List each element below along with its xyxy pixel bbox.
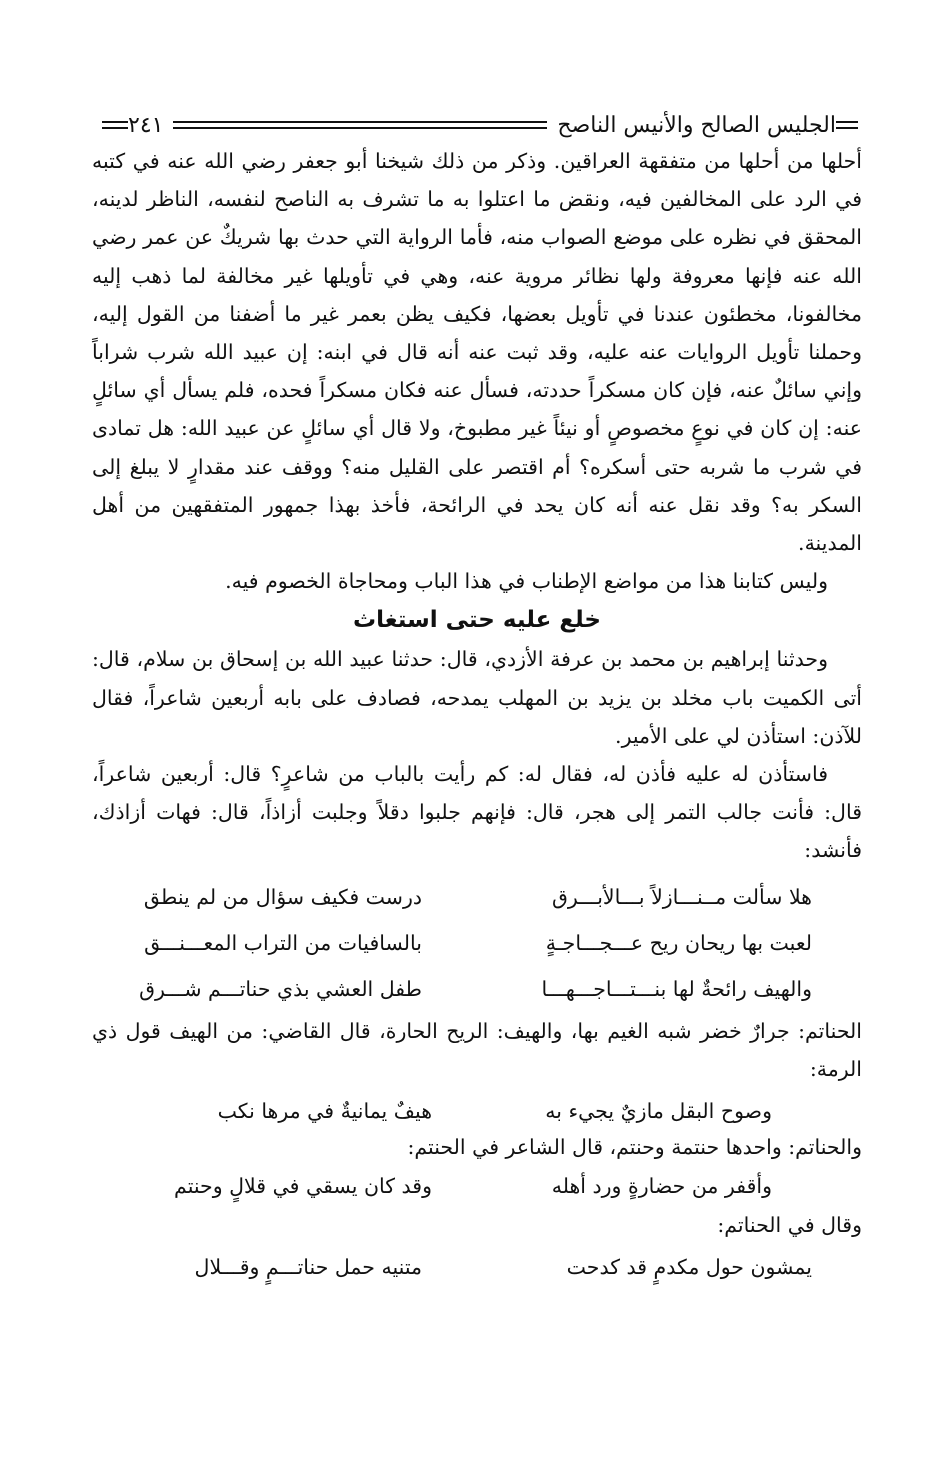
verse-line xyxy=(92,1166,862,1206)
gloss: وقال في الحناتم: xyxy=(717,1213,862,1238)
verse-second-hemistich: بالسافيات من التراب المعـــنـــق xyxy=(144,930,422,955)
paragraph: أحلها من أحلها من متفقهة العراقين. وذكر من ذلك شيخنا أبو جعفر رضي الله عنه في كتبه في الرد على المخالفين فيه، ونقض ما اعتلوا به ما تشرف به الناصح لنفسه، الناظر لدينه، المحقق في نظره على موضع الصواب منه، فأما الرواية التي حدث بها شريكٌ عن عمر رضي الله عنه فإنها معروفة ولها نظائر مروية عنه، وهي في تأويلها غير مخالفة لما ذهب إليه مخالفونا، مخطئون عندنا في تأويل بعضها، فكيف يظن بعمر غير ما أضفنا من القول إليه، وحملنا تأويل الروايات عنه عليه، وقد ثبت عنه أنه قال في ابنه: إن عبيد الله شرب شراباً وإني سائلٌ عنه، فإن كان مسكراً حددته، فسأل عنه فكان مسكراً فحده، فلم يسأل أي سائلٍ عنه: إن كان في نوعٍ مخصوصٍ أو نيئاً غير مطبوخ، ولا قال أي سائلٍ عن عبيد الله: هل تمادى في شرب ما شربه حتى أسكره؟ أم اقتصر على القليل منه؟ ووقف عند مقدارٍ لا يبلغ إلى السكر به؟ وقد نقل عنه أنه كان يحد في الرائحة، فأخذ بهذا جمهور المتفقهين من أهل المدينة. xyxy=(92,149,862,556)
verse-line xyxy=(92,1244,862,1290)
gloss: الحناتم: جرارٌ خضر شبه الغيم بها، والهيف: الريح الحارة، قال القاضي: من الهيف قول ذي الرمة: xyxy=(92,1018,862,1081)
verse-second-hemistich: متنيه حمل حناتـــمٍ وقـــلال xyxy=(194,1255,422,1280)
verse-line xyxy=(92,874,862,920)
verse-first-hemistich: والهيف رائحةٌ لها بنـــتـــاجـــهـــا xyxy=(541,976,812,1001)
header-rule-left xyxy=(102,121,128,129)
verse-second-hemistich: وقد كان يسقي في قلالٍ وحنتم xyxy=(174,1174,432,1199)
paragraph: وليس كتابنا هذا من مواضع الإطناب في هذا الباب ومحاجاة الخصوم فيه. xyxy=(225,569,828,594)
paragraph: وحدثنا إبراهيم بن محمد بن عرفة الأزدي، قال: حدثنا عبيد الله بن إسحاق بن سلام، قال: أتى الكميت باب مخلد بن يزيد بن المهلب يمدحه، فصادف على بابه أربعين شاعراً، فقال للآذن: استأذن لي على الأمير. xyxy=(92,647,862,748)
verse-second-hemistich: طفل العشي بذي حناتـــم شـــرق xyxy=(139,976,422,1001)
section-heading: خلع عليه حتى استغاث xyxy=(353,607,601,634)
page-number: ٢٤١ xyxy=(128,112,164,138)
verse-first-hemistich: وأقفر من حضارةٍ ورد أهله xyxy=(551,1174,772,1199)
verse-first-hemistich: يمشون حول مكدمٍ قد كدحت xyxy=(566,1255,812,1280)
poem xyxy=(92,874,862,1012)
verse-first-hemistich: هلا سألت مــنـــازلاً بـــالأبـــرق xyxy=(551,884,812,909)
header-title: الجليس الصالح والأنيس الناصح xyxy=(557,112,836,138)
verse-line xyxy=(92,966,862,1012)
verse-second-hemistich: درست فكيف سؤال من لم ينطق xyxy=(143,884,422,909)
verse-second-hemistich: هيفٌ يمانيةٌ في مرها نكب xyxy=(217,1099,432,1124)
gloss: والحناتم: واحدها حنتمة وحنتم، قال الشاعر في الحنتم: xyxy=(407,1135,862,1160)
verse-line xyxy=(92,920,862,966)
verse-first-hemistich: وصوح البقل مازيٌ يجيء به xyxy=(545,1099,772,1124)
header-rule-right xyxy=(836,121,858,129)
verse-first-hemistich: لعبت بها ريحان ريح عـــجـــاجـةٍ xyxy=(545,930,812,955)
paragraph: فاستأذن له عليه فأذن له، فقال له: كم رأيت بالباب من شاعرٍ؟ قال: أربعين شاعراً، قال: فأنت جالب التمر إلى هجر، قال: فإنهم جلبوا دقلاً وجلبت أزاذاً، قال: فهات أزاذك، فأنشد: xyxy=(92,762,862,863)
header-rule-middle xyxy=(173,121,547,129)
running-header xyxy=(92,108,862,142)
book-page xyxy=(92,108,862,1290)
